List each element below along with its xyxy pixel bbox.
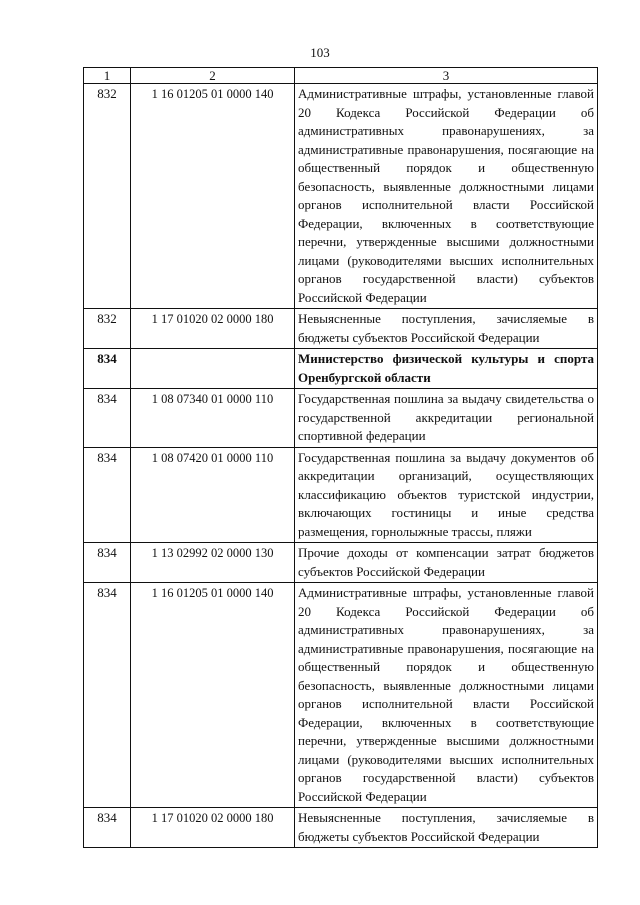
- section-title-cell: Министерство физической культуры и спорта Оренбургской области: [295, 349, 598, 389]
- description-cell: Административные штрафы, установленные главой 20 Кодекса Российской Федерации об административных правонарушениях, за административные правонарушения, посягающие на общественный порядок и общественную безопасность, выявленные должностными лицами органов исполнительной власти Российской Федерации, включенных в соответствующие перечни, утвержденные высшими должностными лицами (руководителями высших исполнительных органов государственной власти) субъектов Российской Федерации: [295, 583, 598, 808]
- description-cell: Государственная пошлина за выдачу документов об аккредитации организаций, осуществляющих классификацию объектов туристской индустрии, включающих гостиницы и иные средства размещения, горнолыжные трассы, пляжи: [295, 447, 598, 543]
- table-row: [84, 389, 598, 448]
- admin-code-cell: 834: [84, 349, 131, 389]
- revenue-codes-table: [83, 67, 598, 848]
- admin-code-cell: 834: [84, 389, 131, 448]
- description-cell: Невыясненные поступления, зачисляемые в бюджеты субъектов Российской Федерации: [295, 808, 598, 848]
- kbk-code-cell: 1 08 07340 01 0000 110: [131, 389, 295, 448]
- description-cell: Прочие доходы от компенсации затрат бюджетов субъектов Российской Федерации: [295, 543, 598, 583]
- kbk-code-cell: 1 08 07420 01 0000 110: [131, 447, 295, 543]
- kbk-code-cell: 1 17 01020 02 0000 180: [131, 309, 295, 349]
- section-header-row: [84, 349, 598, 389]
- column-header-3: 3: [295, 68, 598, 84]
- kbk-code-cell: 1 16 01205 01 0000 140: [131, 84, 295, 309]
- admin-code-cell: 834: [84, 543, 131, 583]
- table-header-row: [84, 68, 598, 84]
- column-header-2: 2: [131, 68, 295, 84]
- page-number: 103: [310, 45, 330, 60]
- description-cell: Административные штрафы, установленные главой 20 Кодекса Российской Федерации об административных правонарушениях, за административные правонарушения, посягающие на общественный порядок и общественную безопасность, выявленные должностными лицами органов исполнительной власти Российской Федерации, включенных в соответствующие перечни, утвержденные высшими должностными лицами (руководителями высших исполнительных органов государственной власти) субъектов Российской Федерации: [295, 84, 598, 309]
- table-row: [84, 583, 598, 808]
- table-row: [84, 543, 598, 583]
- description-cell: Невыясненные поступления, зачисляемые в бюджеты субъектов Российской Федерации: [295, 309, 598, 349]
- admin-code-cell: 832: [84, 309, 131, 349]
- table-row: [84, 309, 598, 349]
- kbk-code-cell: 1 13 02992 02 0000 130: [131, 543, 295, 583]
- table-row: [84, 808, 598, 848]
- kbk-code-cell: 1 17 01020 02 0000 180: [131, 808, 295, 848]
- kbk-code-cell: [131, 349, 295, 389]
- kbk-code-cell: 1 16 01205 01 0000 140: [131, 583, 295, 808]
- table-row: [84, 447, 598, 543]
- description-cell: Государственная пошлина за выдачу свидетельства о государственной аккредитации региональной спортивной федерации: [295, 389, 598, 448]
- table-row: [84, 84, 598, 309]
- column-header-1: 1: [84, 68, 131, 84]
- admin-code-cell: 832: [84, 84, 131, 309]
- admin-code-cell: 834: [84, 583, 131, 808]
- admin-code-cell: 834: [84, 808, 131, 848]
- admin-code-cell: 834: [84, 447, 131, 543]
